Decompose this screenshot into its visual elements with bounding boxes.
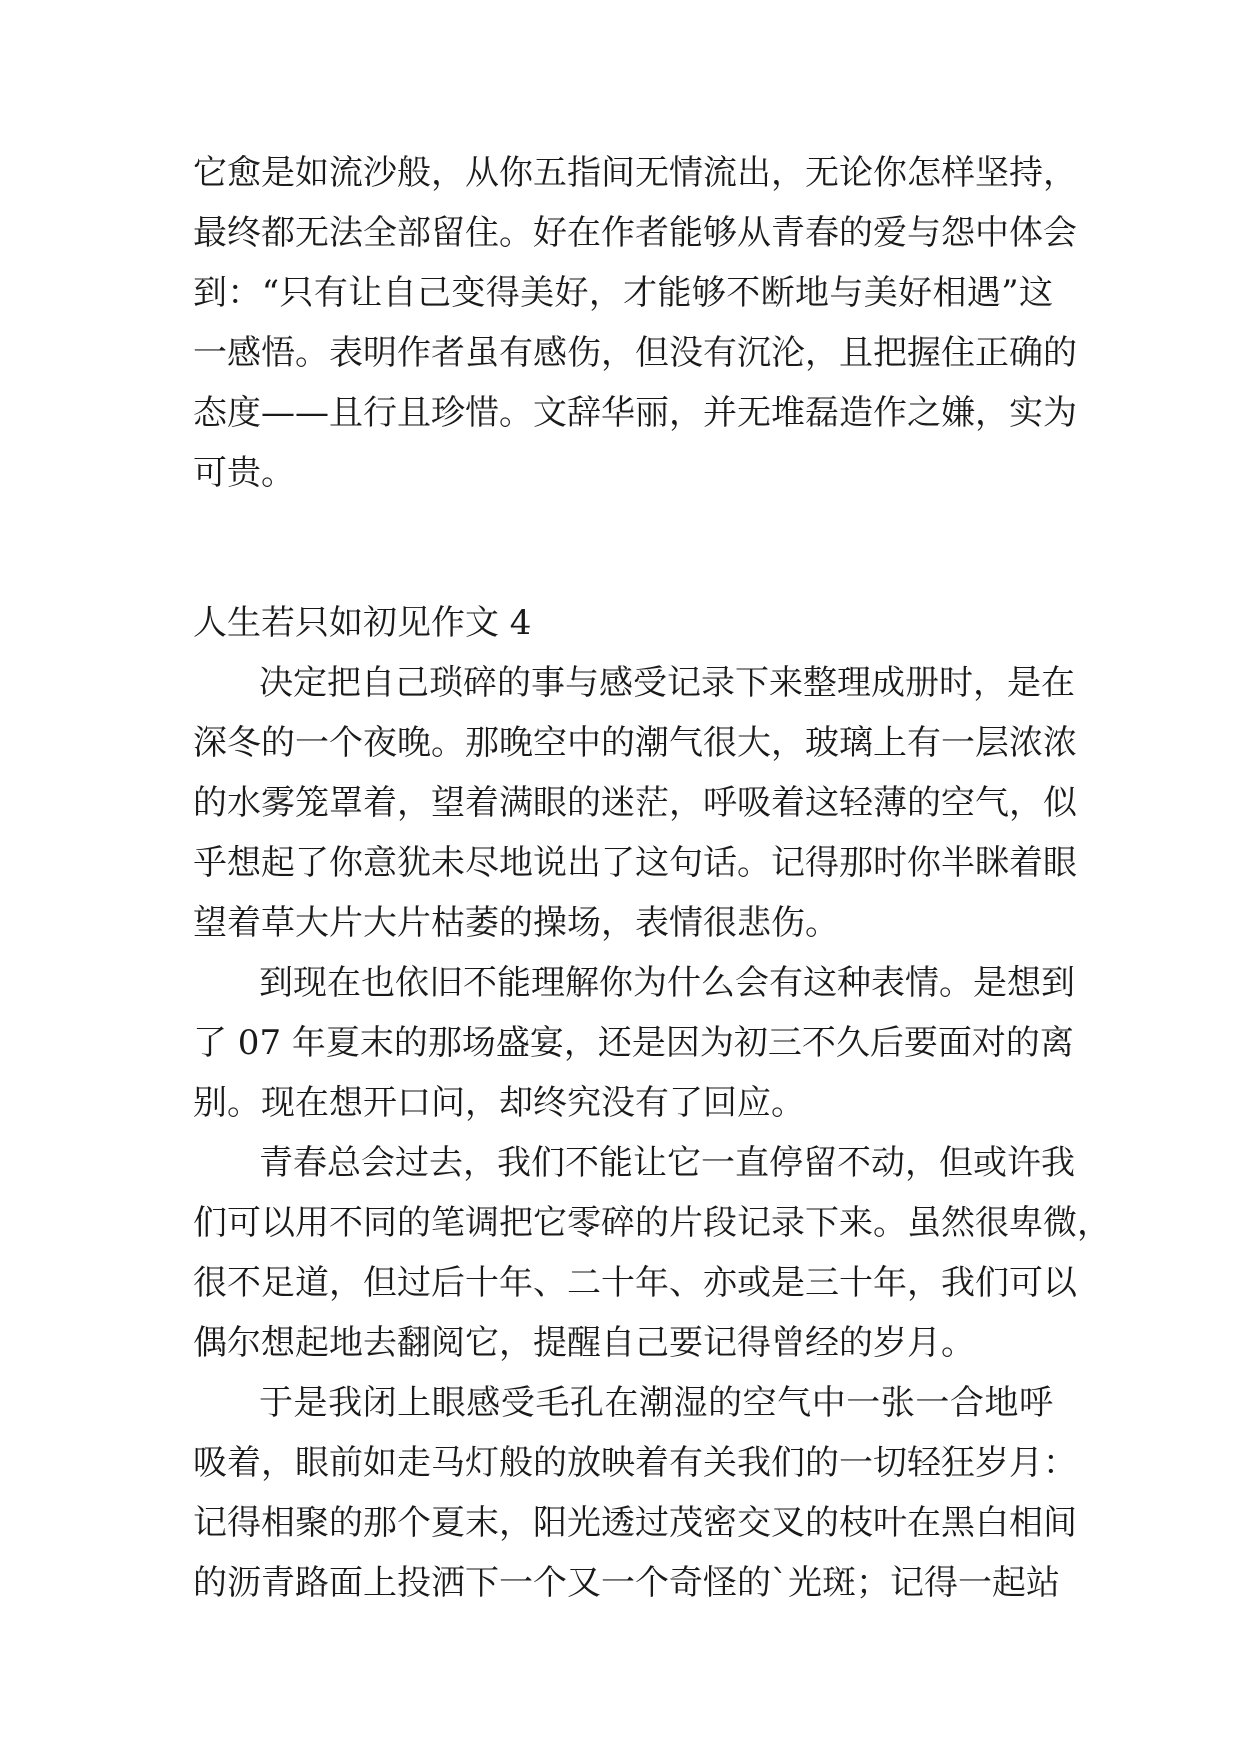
text-line: 青春总会过去，我们不能让它一直停留不动，但或许我 bbox=[259, 1143, 1075, 1183]
document-page bbox=[193, 143, 1111, 1613]
text-line: 到现在也依旧不能理解你为什么会有这种表情。是想到 bbox=[259, 963, 1075, 1003]
paragraph-continued bbox=[193, 143, 1077, 503]
text-line: 乎想起了你意犹未尽地说出了这句话。记得那时你半眯着眼 bbox=[193, 843, 1077, 883]
text-line: 深冬的一个夜晚。那晚空中的潮气很大，玻璃上有一层浓浓 bbox=[193, 723, 1077, 763]
text-line: 一感悟。表明作者虽有感伤，但没有沉沦，且把握住正确的 bbox=[193, 333, 1077, 373]
text-line: 望着草大片大片枯萎的操场，表情很悲伤。 bbox=[193, 903, 839, 943]
text-line: 别。现在想开口问，却终究没有了回应。 bbox=[193, 1083, 805, 1123]
text-line: 的沥青路面上投洒下一个又一个奇怪的`光斑；记得一起站 bbox=[193, 1563, 1060, 1603]
text-line: 于是我闭上眼感受毛孔在潮湿的空气中一张一合地呼 bbox=[259, 1383, 1053, 1423]
text-line: 的水雾笼罩着，望着满眼的迷茫，呼吸着这轻薄的空气，似 bbox=[193, 783, 1077, 823]
text-line: 们可以用不同的笔调把它零碎的片段记录下来。虽然很卑微， bbox=[193, 1203, 1111, 1243]
paragraph-4 bbox=[193, 1373, 1077, 1613]
section-gap bbox=[193, 503, 1053, 593]
text-line: 决定把自己琐碎的事与感受记录下来整理成册时，是在 bbox=[259, 663, 1075, 703]
text-line: 它愈是如流沙般，从你五指间无情流出，无论你怎样坚持， bbox=[193, 153, 1077, 193]
section-heading: 人生若只如初见作文 4 bbox=[193, 603, 532, 643]
text-line: 最终都无法全部留住。好在作者能够从青春的爱与怨中体会 bbox=[193, 213, 1077, 253]
paragraph-1 bbox=[193, 653, 1077, 953]
paragraph-3 bbox=[193, 1133, 1111, 1373]
text-line: 可贵。 bbox=[193, 453, 295, 493]
text-line: 态度——且行且珍惜。文辞华丽，并无堆磊造作之嫌，实为 bbox=[193, 393, 1077, 433]
text-line: 了 07 年夏末的那场盛宴，还是因为初三不久后要面对的离 bbox=[193, 1023, 1074, 1063]
text-line: 吸着，眼前如走马灯般的放映着有关我们的一切轻狂岁月： bbox=[193, 1443, 1077, 1483]
text-line: 偶尔想起地去翻阅它，提醒自己要记得曾经的岁月。 bbox=[193, 1323, 975, 1363]
text-line: 记得相聚的那个夏末，阳光透过茂密交叉的枝叶在黑白相间 bbox=[193, 1503, 1077, 1543]
text-line: 到：“只有让自己变得美好，才能够不断地与美好相遇”这 bbox=[193, 273, 1053, 313]
paragraph-2 bbox=[193, 953, 1075, 1133]
text-line: 很不足道，但过后十年、二十年、亦或是三十年，我们可以 bbox=[193, 1263, 1077, 1303]
